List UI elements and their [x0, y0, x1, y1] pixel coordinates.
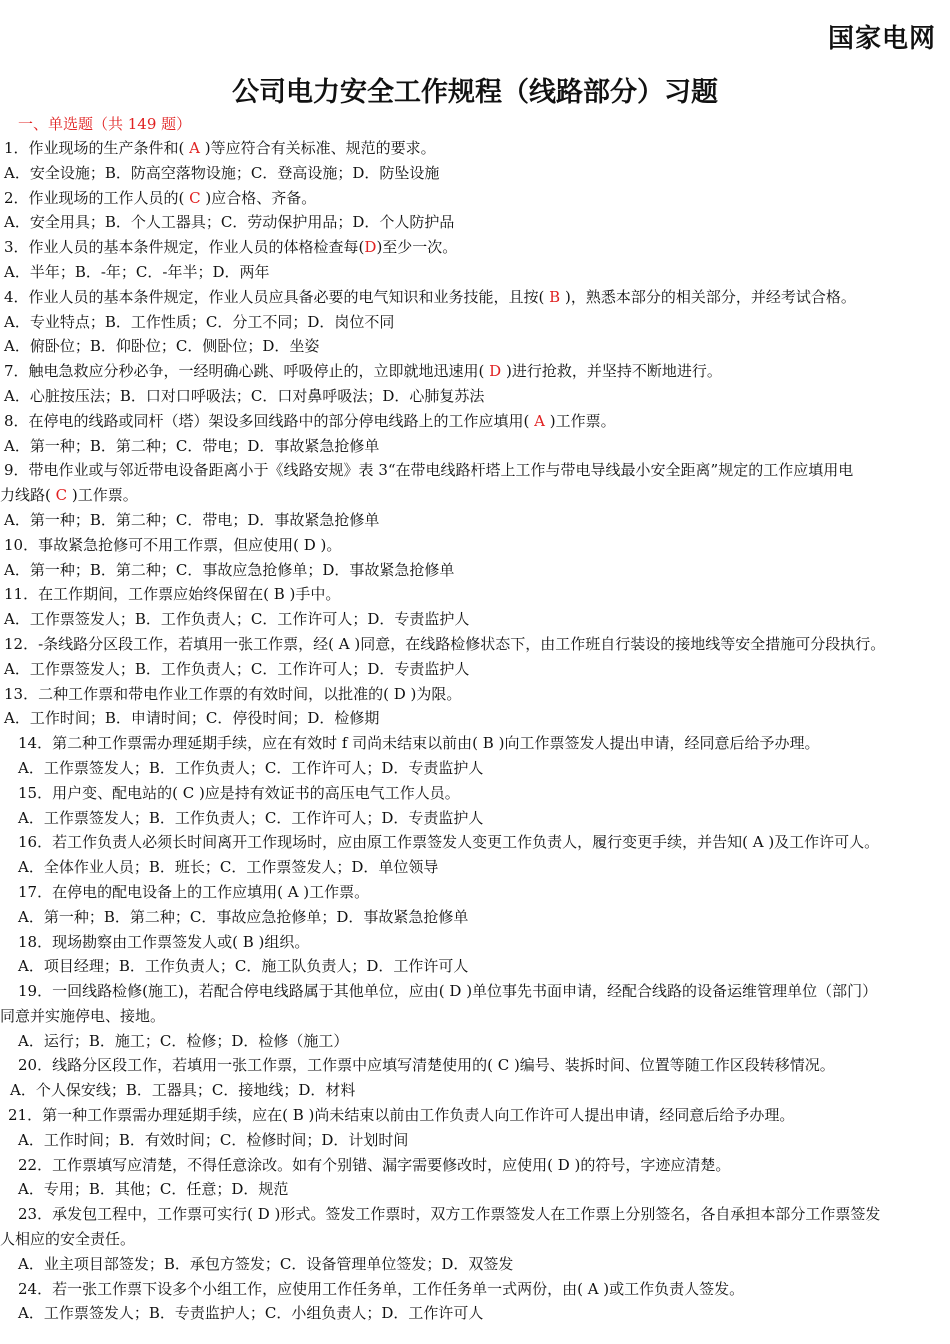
text-line: 12．-条线路分区段工作，若填用一张工作票，经( A )同意，在线路检修状态下，由工作班自行装设的接地线等安全措施可分段执行。: [4, 634, 886, 653]
line-fragment: )应合格、齐备。: [205, 188, 317, 207]
text-line: A．半年；B．-年；C．-年半；D．两年: [4, 262, 270, 281]
line-fragment: )工作票。: [71, 486, 138, 505]
text-line: A．安全设施；B．防高空落物设施；C．登高设施；D．防坠设施: [4, 163, 440, 182]
text-line: A．工作票签发人；B．专责监护人；C．小组负责人；D．工作许可人: [18, 1304, 484, 1323]
text-line: A．第一种；B．第二种；C．带电；D．事故紧急抢修单: [4, 510, 380, 529]
line-fragment: 4．作业人员的基本条件规定，作业人员应具备必要的电气知识和业务技能，且按(: [4, 287, 545, 306]
line-fragment: )至少一次。: [376, 238, 458, 257]
text-line: [0, 409, 950, 434]
brand-label: 国家电网: [827, 24, 936, 54]
line-fragment: 1．作业现场的生产条件和(: [4, 139, 185, 157]
text-line: 22．工作票填写应清楚，不得任意涂改。如有个别错、漏字需要修改时，应使用( D )的符号，字迹应清楚。: [18, 1155, 731, 1174]
text-line: A．心脏按压法；B．口对口呼吸法；C．口对鼻呼吸法；D．心肺复苏法: [4, 386, 485, 405]
text-line: A．全体作业人员；B．班长；C．工作票签发人；D．单位领导: [18, 858, 439, 877]
text-line: 24．若一张工作票下设多个小组工作，应使用工作任务单，工作任务单一式两份，由( A )或工作负责人签发。: [18, 1279, 745, 1298]
text-line: [0, 136, 950, 161]
text-line: A．业主项目部签发；B．承包方签发；C．设备管理单位签发；D．双签发: [18, 1254, 514, 1273]
text-line: 13．二种工作票和带电作业工作票的有效时间，以批准的( D )为限。: [4, 684, 462, 703]
text-line: 20．线路分区段工作，若填用一张工作票，工作票中应填写清楚使用的( C )编号、装拆时间、位置等随工作区段转移情况。: [18, 1056, 835, 1075]
line-fragment: )，熟悉本部分的相关部分，并经考试合格。: [564, 287, 856, 306]
text-line: A．个人保安线；B．工器具；C．接地线；D．材料: [10, 1081, 356, 1100]
text-line: A．项目经理；B．工作负责人；C．施工队负责人；D．工作许可人: [18, 957, 469, 976]
line-fragment: 7．触电急救应分秒必争，一经明确心跳、呼吸停止的，立即就地迅速用(: [4, 362, 490, 381]
text-line: A．工作票签发人；B．工作负责人；C．工作许可人；D．专责监护人: [18, 758, 484, 777]
line-fragment: 力线路(: [0, 486, 51, 505]
text-line: A．工作票签发人；B．工作负责人；C．工作许可人；D．专责监护人: [4, 659, 470, 678]
answer-letter: C: [184, 188, 206, 207]
text-line: A．第一种；B．第二种；C．事故应急抢修单；D．事故紧急抢修单: [4, 560, 455, 579]
text-line: 23．承发包工程中，工作票可实行( D )形式。签发工作票时，双方工作票签发人在工作票上分别签名，各自承担本部分工作票签发: [18, 1205, 881, 1224]
text-line: A．专用；B．其他；C．任意；D．规范: [18, 1180, 289, 1199]
answer-letter: D: [364, 238, 377, 257]
text-line: 17．在停电的配电设备上的工作应填用( A )工作票。: [18, 882, 370, 901]
text-line: [0, 483, 950, 508]
line-fragment: )等应符合有关标准、规范的要求。: [204, 139, 436, 157]
text-line: 18．现场勘察由工作票签发人或( B )组织。: [18, 932, 310, 951]
line-fragment: )进行抢救，并坚持不断地进行。: [501, 362, 722, 381]
text-line: 21．第一种工作票需办理延期手续，应在( B )尚未结束以前由工作负责人向工作许可人提出申请，经同意后给予办理。: [8, 1106, 795, 1125]
text-line: A．运行；B．施工；C．检修；D．检修（施工）: [18, 1031, 349, 1050]
text-line: A．工作票签发人；B．工作负责人；C．工作许可人；D．专责监护人: [18, 808, 484, 827]
text-line: A．工作票签发人；B．工作负责人；C．工作许可人；D．专责监护人: [4, 610, 470, 629]
text-line: A．第一种；B．第二种；C．带电；D．事故紧急抢修单: [4, 436, 380, 455]
text-line: A．俯卧位；B．仰卧位；C．侧卧位；D．坐姿: [4, 337, 320, 356]
line-fragment: 2．作业现场的工作人员的(: [4, 188, 185, 207]
answer-letter: C: [50, 486, 72, 505]
text-line: 人相应的安全责任。: [0, 1230, 136, 1249]
text-line: 15．用户变、配电站的( C )应是持有效证书的高压电气工作人员。: [18, 783, 460, 802]
line-fragment: )工作票。: [549, 411, 616, 430]
answer-letter: B: [544, 287, 565, 306]
answer-letter: A: [184, 139, 205, 157]
text-line: 19．一回线路检修(施工)，若配合停电线路属于其他单位，应由( D )单位事先书面申请，经配合线路的设备运维管理单位（部门）: [18, 982, 878, 1001]
text-line: A．工作时间；B．申请时间；C．停役时间；D．检修期: [4, 709, 380, 728]
text-line: A．专业特点；B．工作性质；C．分工不同；D．岗位不同: [4, 312, 395, 331]
text-line: [0, 186, 950, 211]
answer-letter: D: [489, 362, 502, 381]
text-line: 16．若工作负责人必须长时间离开工作现场时，应由原工作票签发人变更工作负责人，履行变更手续，并告知( A )及工作许可人。: [18, 833, 880, 852]
section-heading: 一、单选题（共 149 题）: [18, 115, 192, 133]
text-line: A．工作时间；B．有效时间；C．检修时间；D．计划时间: [18, 1130, 409, 1149]
text-line: A．安全用具；B．个人工器具；C．劳动保护用品；D．个人防护品: [4, 213, 455, 232]
text-line: [0, 285, 950, 310]
document-title: 公司电力安全工作规程（线路部分）习题: [232, 77, 718, 108]
text-line: [0, 235, 950, 260]
question-list: [0, 136, 950, 1326]
answer-letter: A: [529, 411, 550, 430]
text-line: 14．第二种工作票需办理延期手续，应在有效时 f 司尚未结束以前由( B )向工作票签发人提出申请，经同意后给予办理。: [18, 734, 820, 753]
text-line: [0, 359, 950, 384]
text-line: 11．在工作期间，工作票应始终保留在( B )手中。: [4, 585, 341, 604]
line-fragment: 3．作业人员的基本条件规定，作业人员的体格检查每(: [4, 238, 365, 257]
line-fragment: 8．在停电的线路或同杆（塔）架设多回线路中的部分停电线路上的工作应填用(: [4, 411, 530, 430]
text-line: 10．事故紧急抢修可不用工作票，但应使用( D )。: [4, 535, 342, 554]
text-line: 同意并实施停电、接地。: [0, 1006, 166, 1025]
text-line: A．第一种；B．第二种；C．事故应急抢修单；D．事故紧急抢修单: [18, 907, 469, 926]
text-line: 9．带电作业或与邻近带电设备距离小于《线路安规》表 3“在带电线路杆塔上工作与带电导线最小安全距离”规定的工作应填用电: [4, 461, 854, 480]
